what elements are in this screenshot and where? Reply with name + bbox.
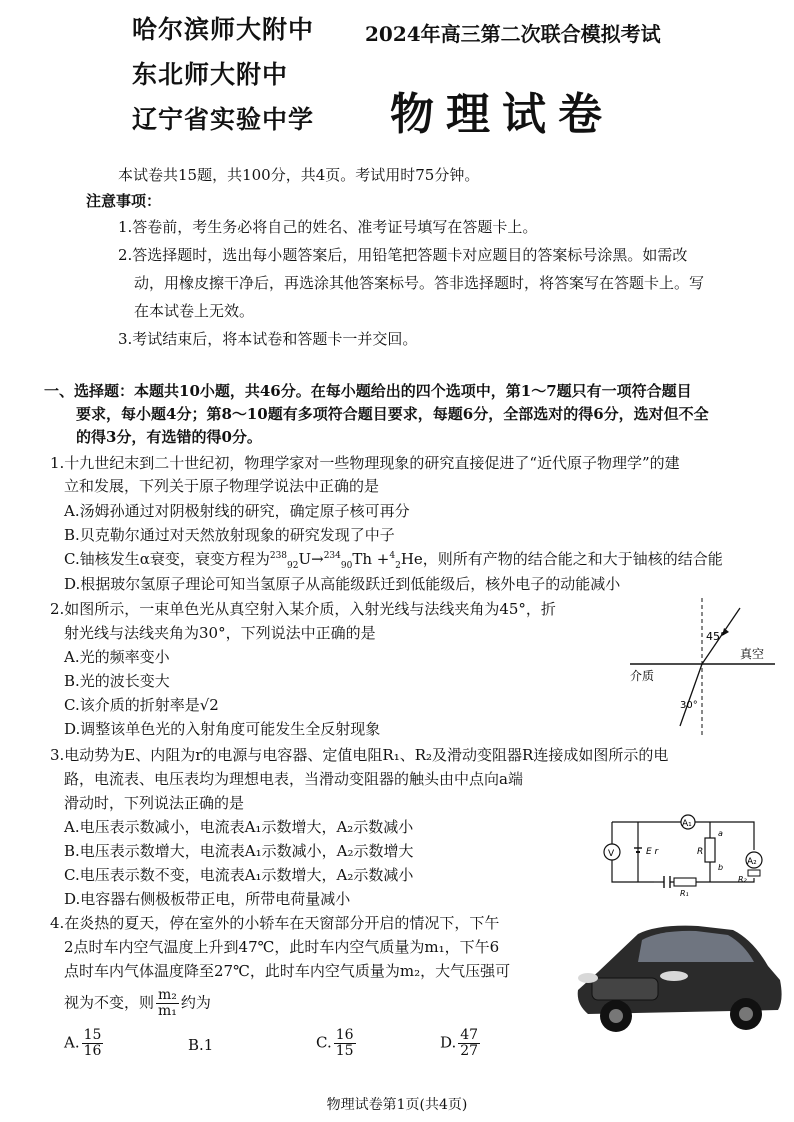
subject-title: 物理试卷	[390, 89, 614, 140]
q2-option-c: C.该介质的折射率是√2	[64, 696, 219, 714]
resistor-r2-icon	[748, 870, 760, 876]
refracted-ray	[680, 664, 702, 726]
q1-option-b: B.贝克勒尔通过对天然放射现象的研究发现了中子	[64, 526, 395, 544]
mass-ratio-fraction: $\frac{\text{m₂}}{\text{m₁}}$	[158, 987, 177, 1019]
q2-stem-1: 2.如图所示，一束单色光从真空射入某介质，入射光线与法线夹角为45°，折	[50, 600, 556, 618]
terminal-a-label: a	[718, 829, 723, 838]
q1-option-d: D.根据玻尔氢原子理论可知当氢原子从高能级跃迁到低能级后，核外电子的动能减小	[64, 575, 621, 593]
voltmeter-label: V	[608, 849, 615, 859]
q4-option-b: B.1	[188, 1036, 214, 1054]
q4-option-d: D. $\frac{47}{27}$	[440, 1027, 479, 1059]
school-name-3: 辽宁省实验中学	[132, 105, 315, 134]
resistor-r1-icon	[674, 878, 696, 886]
vacuum-label: 真空	[740, 647, 765, 661]
ammeter-a1-label: A₁	[682, 819, 692, 829]
q3-option-d: D.电容器右侧极板带正电，所带电荷量减小	[64, 890, 351, 908]
notes-line-5: 3.考试结束后，将本试卷和答题卡一并交回。	[118, 330, 418, 348]
q4-option-a: A. $\frac{15}{16}$	[64, 1027, 102, 1059]
rheostat-r-icon	[705, 838, 715, 862]
q3-option-c: C.电压表示数不变，电流表A₁示数增大，A₂示数减小	[64, 866, 414, 884]
q1-option-c: C.铀核发生α衰变，衰变方程为$^{238}_{92}$U→$^{234}_{90}$Th +$^4_2$He，则所有产物的结合能之和大于铀核的结合能	[64, 550, 723, 571]
car-image	[568, 912, 786, 1040]
q2-option-d: D.调整该单色光的入射角度可能发生全反射现象	[64, 720, 381, 738]
car-grille	[592, 978, 658, 1000]
notes-heading: 注意事项：	[86, 192, 162, 210]
resistor-r1-label: R₁	[680, 889, 689, 898]
q4-stem-2: 2点时车内空气温度上升到47℃，此时车内空气质量为m₁，下午6	[64, 938, 500, 956]
q4-stem-1: 4.在炎热的夏天，停在室外的小轿车在天窗部分开启的情况下，下午	[50, 914, 500, 932]
intro-line: 本试卷共15题，共100分，共4页。考试用时75分钟。	[118, 166, 480, 184]
car-hubcap-rear	[739, 1007, 753, 1021]
q3-option-a: A.电压表示数减小，电流表A₁示数增大，A₂示数减小	[64, 818, 414, 836]
q2-option-a: A.光的频率变小	[64, 648, 170, 666]
q3-stem-3: 滑动时，下列说法正确的是	[64, 794, 245, 812]
page-footer: 物理试卷第1页(共4页)	[326, 1097, 468, 1113]
angle-45-label: 45°	[706, 630, 726, 643]
q2-option-b: B.光的波长变大	[64, 672, 170, 690]
car-headlight-left	[578, 973, 598, 983]
source-label: E r	[646, 847, 659, 857]
q1-option-a: A.汤姆孙通过对阴极射线的研究，确定原子核可再分	[64, 502, 410, 520]
refraction-diagram	[620, 598, 780, 738]
notes-line-2: 2.答选择题时，选出每小题答案后，用铅笔把答题卡对应题目的答案标号涂黑。如需改	[118, 246, 688, 264]
q1-stem-2: 立和发展，下列关于原子物理学说法中正确的是	[64, 477, 380, 495]
ammeter-a2-label: A₂	[747, 857, 757, 867]
notes-line-1: 1.答卷前，考生务必将自己的姓名、准考证号填写在答题卡上。	[118, 218, 538, 236]
q4-stem-4: 视为不变，则 $\frac{\text{m₂}}{\text{m₁}}$ 约为	[64, 987, 211, 1019]
notes-line-4: 在本试卷上无效。	[134, 302, 255, 320]
angle-30-label: 30°	[680, 700, 698, 711]
q3-stem-2: 路，电流表、电压表均为理想电表，当滑动变阻器的触头由中点向a端	[64, 770, 523, 788]
car-headlight-right	[660, 971, 688, 981]
terminal-b-label: b	[718, 863, 724, 872]
school-name-2: 东北师大附中	[132, 60, 289, 89]
q1-stem-1: 1.十九世纪末到二十世纪初，物理学家对一些物理现象的研究直接促进了“近代原子物理学”的建	[50, 454, 680, 472]
car-hubcap-front	[609, 1009, 623, 1023]
rheostat-r-label: R	[697, 847, 704, 857]
q4-option-c: C. $\frac{16}{15}$	[316, 1027, 354, 1059]
q3-stem-1: 3.电动势为E、内阻为r的电源与电容器、定值电阻R₁、R₂及滑动变阻器R连接成如图所示的电	[50, 746, 669, 764]
resistor-r2-label: R₂	[738, 875, 747, 884]
q2-stem-2: 射光线与法线夹角为30°，下列说法中正确的是	[64, 624, 376, 642]
circuit-diagram	[598, 790, 778, 900]
q4-stem-3: 点时车内气体温度降至27℃，此时车内空气质量为m₂，大气压强可	[64, 962, 511, 980]
section-heading-line-3: 的得3分，有选错的得0分。	[76, 428, 262, 446]
notes-line-3: 动，用橡皮擦干净后，再选涂其他答案标号。答非选择题时，将答案写在答题卡上。写	[134, 274, 705, 292]
right-wire	[710, 878, 754, 882]
q3-option-b: B.电压表示数增大，电流表A₁示数减小，A₂示数增大	[64, 842, 414, 860]
school-name-1: 哈尔滨师大附中	[132, 15, 315, 44]
section-heading-line-1: 一、选择题：本题共10小题，共46分。在每小题给出的四个选项中，第1～7题只有一项符合题目	[44, 382, 692, 400]
exam-title: 2024年高三第二次联合模拟考试	[365, 22, 661, 46]
top-right-wire	[694, 822, 754, 850]
section-heading-line-2: 要求，每小题4分；第8～10题有多项符合题目要求，每题6分，全部选对的得6分，选对但不全	[76, 405, 709, 423]
medium-label: 介质	[630, 669, 655, 683]
